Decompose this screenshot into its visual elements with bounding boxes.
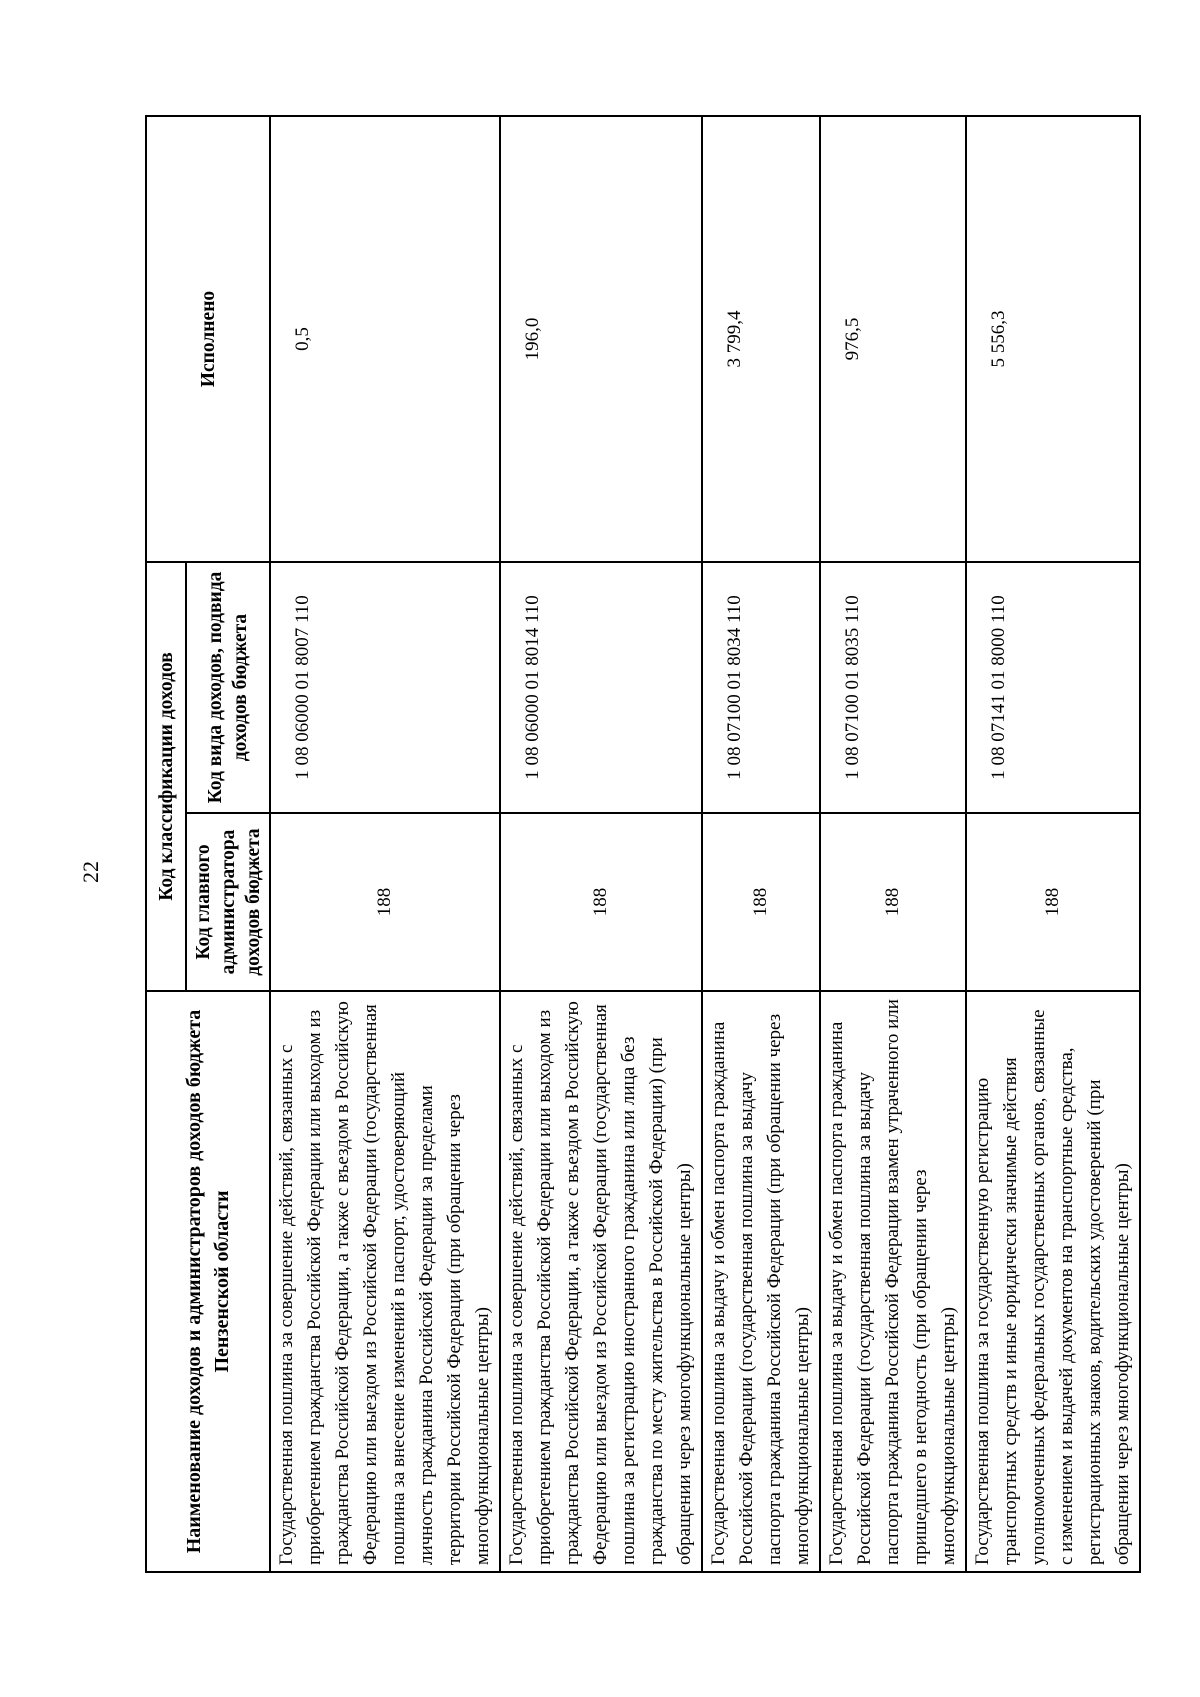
row-executed: 976,5: [820, 116, 966, 562]
row-executed: 5 556,3: [966, 116, 1140, 562]
row-admin-code: 188: [270, 813, 500, 991]
header-row-top: [146, 116, 186, 1572]
table-row: [270, 116, 500, 1572]
header-income-code: Код вида доходов, подвида доходов бюджета: [186, 562, 270, 813]
row-executed: 3 799,4: [702, 116, 820, 562]
table-row: [966, 116, 1140, 1572]
rotated-sheet: [145, 117, 1133, 1573]
table-row: [500, 116, 702, 1572]
header-classification: Код классификации доходов: [146, 562, 186, 991]
row-executed: 0,5: [270, 116, 500, 562]
row-name: Государственная пошлина за совершение действий, связанных с приобретением гражданства Российской Федерации или выходом из гражданства Российской Федерации, а также с въездом в Российскую Федерацию или выездом из Российской Федерации (государственная пошлина за регистрацию иностранного гражданина или лица без гражданства по месту жительства в Российской Федерации) (при обращении через многофункциональные центры): [500, 991, 702, 1572]
header-admin-code: Код главного администратора доходов бюджета: [186, 813, 270, 991]
row-name: Государственная пошлина за выдачу и обмен паспорта гражданина Российской Федерации (государственная пошлина за выдачу паспорта гражданина Российской Федерации взамен утраченного или пришедшего в негодность (при обращении через многофункциональные центры): [820, 991, 966, 1572]
row-income-code: 1 08 07141 01 8000 110: [966, 562, 1140, 813]
row-income-code: 1 08 07100 01 8035 110: [820, 562, 966, 813]
row-admin-code: 188: [966, 813, 1140, 991]
row-name: Государственная пошлина за государственную регистрацию транспортных средств и иные юридически значимые действия уполномоченных федеральных государственных органов, связанные с изменением и выдачей документов на транспортные средства, регистрационных знаков, водительских удостоверений (при обращении через многофункциональные центры): [966, 991, 1140, 1572]
budget-table: [145, 115, 1141, 1573]
row-income-code: 1 08 06000 01 8007 110: [270, 562, 500, 813]
row-income-code: 1 08 06000 01 8014 110: [500, 562, 702, 813]
page-number: 22: [78, 861, 103, 883]
row-name: Государственная пошлина за совершение действий, связанных с приобретением гражданства Российской Федерации или выходом из гражданства Российской Федерации, а также с въездом в Российскую Федерацию или выездом из Российской Федерации (государственная пошлина за внесение изменений в паспорт, удостоверяющий личность гражданина Российской Федерации за пределами территории Российской Федерации (при обращении через многофункциональные центры): [270, 991, 500, 1572]
row-admin-code: 188: [500, 813, 702, 991]
header-name: Наименование доходов и администраторов доходов бюджета Пензенской области: [146, 991, 270, 1572]
rotated-content: [145, 117, 1133, 1573]
table-row: [820, 116, 966, 1572]
table-row: [702, 116, 820, 1572]
row-income-code: 1 08 07100 01 8034 110: [702, 562, 820, 813]
header-executed: Исполнено: [146, 116, 270, 562]
row-executed: 196,0: [500, 116, 702, 562]
row-admin-code: 188: [820, 813, 966, 991]
row-admin-code: 188: [702, 813, 820, 991]
row-name: Государственная пошлина за выдачу и обмен паспорта гражданина Российской Федерации (государственная пошлина за выдачу паспорта гражданина Российской Федерации (при обращении через многофункциональные центры): [702, 991, 820, 1572]
